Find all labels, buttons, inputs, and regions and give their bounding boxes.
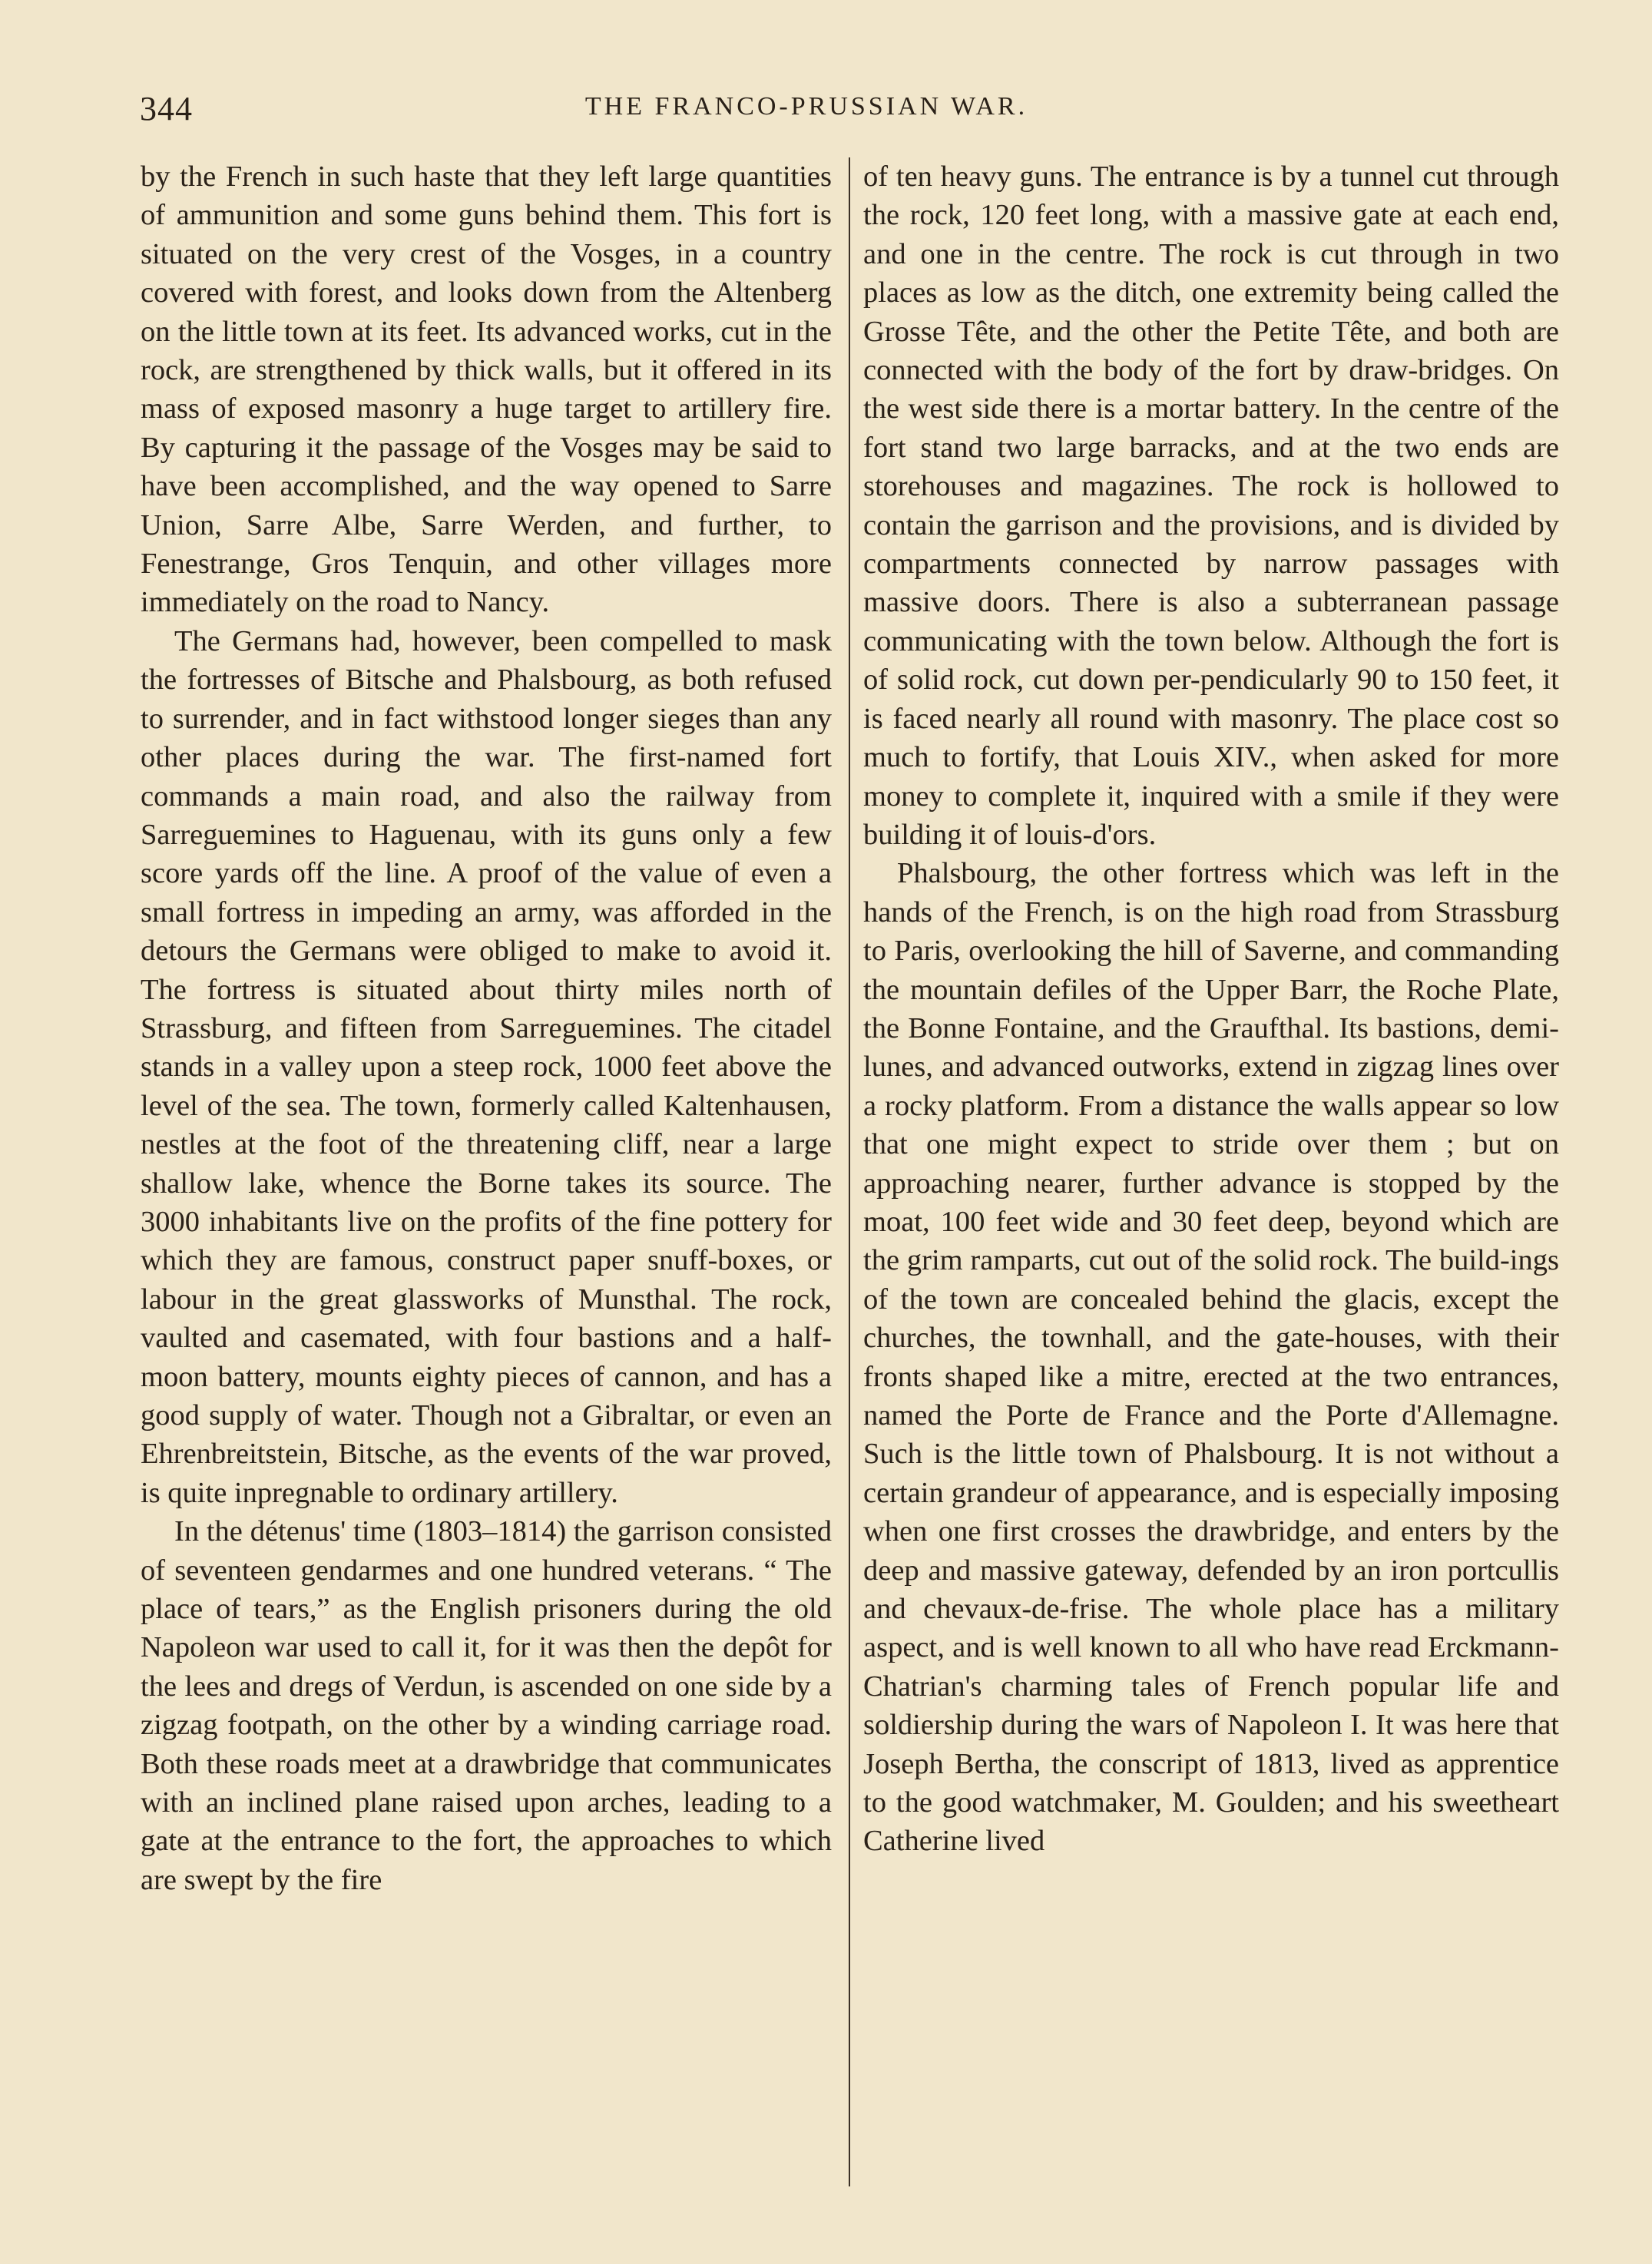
left-paragraph-3: In the détenus' time (1803–1814) the garrison consisted of seventeen gendarmes and one hundred veterans. “ The place of tears,” as the English prisoners during the old Napoleon war used to call it, for it was then the depôt for the lees and dregs of Verdun, is ascended on one side by a zigzag footpath, on the other by a winding carriage road. Both these roads meet at a drawbridge that communicates with an inclined plane raised upon arches, leading to a gate at the entrance to the fort, the approaches to which are swept by the fire	[141, 1515, 832, 1896]
page-number: 344	[140, 90, 193, 127]
left-column	[141, 157, 832, 2223]
left-paragraph-2: The Germans had, however, been compelled to mask the fortresses of Bitsche and Phalsbourg, as both refused to surrender, and in fact withstood longer sieges than any other places during the war. The first-named fort commands a main road, and also the railway from Sarreguemines to Haguenau, with its guns only a few score yards off the line. A proof of the value of even a small fortress in impeding an army, was afforded in the detours the Germans were obliged to make to avoid it. The fortress is situated about thirty miles north of Strassburg, and fifteen from Sarreguemines. The citadel stands in a valley upon a steep rock, 1000 feet above the level of the sea. The town, formerly called Kaltenhausen, nestles at the foot of the threatening cliff, near a large shallow lake, whence the Borne takes its source. The 3000 inhabitants live on the profits of the fine pottery for which they are famous, construct paper snuff-boxes, or labour in the great glassworks of Munsthal. The rock, vaulted and casemated, with four bastions and a half-moon battery, mounts eighty pieces of cannon, and has a good supply of water. Though not a Gibraltar, or even an Ehrenbreitstein, Bitsche, as the events of the war proved, is quite inpregnable to ordinary artillery.	[141, 624, 832, 1509]
column-divider	[849, 157, 850, 2186]
left-paragraph-1: by the French in such haste that they left large quantities of ammunition and some guns behind them. This fort is situated on the very crest of the Vosges, in a country covered with forest, and looks down from the Altenberg on the little town at its feet. Its advanced works, cut in the rock, are strengthened by thick walls, but it offered in its mass of exposed masonry a huge target to artillery fire. By capturing it the passage of the Vosges may be said to have been accomplished, and the way opened to Sarre Union, Sarre Albe, Sarre Werden, and further, to Fenestrange, Gros Tenquin, and other villages more immediately on the road to Nancy.	[141, 161, 832, 619]
right-paragraph-2: Phalsbourg, the other fortress which was left in the hands of the French, is on the high road from Strassburg to Paris, overlooking the hill of Saverne, and commanding the mountain defiles of the Upper Barr, the Roche Plate, the Bonne Fontaine, and the Graufthal. Its bastions, demi-lunes, and advanced outworks, extend in zigzag lines over a rocky platform. From a distance the walls appear so low that one might expect to stride over them ; but on approaching nearer, further advance is stopped by the moat, 100 feet wide and 30 feet deep, beyond which are the grim ramparts, cut out of the solid rock. The build-ings of the town are concealed behind the glacis, except the churches, the townhall, and the gate-houses, with their fronts shaped like a mitre, erected at the two entrances, named the Porte de France and the Porte d'Allemagne. Such is the little town of Phalsbourg. It is not without a certain grandeur of appearance, and is especially imposing when one first crosses the drawbridge, and enters by the deep and massive gateway, defended by an iron portcullis and chevaux-de-frise. The whole place has a military aspect, and is well known to all who have read Erckmann-Chatrian's charming tales of French popular life and soldiership during the wars of Napoleon I. It was here that Joseph Bertha, the conscript of 1813, lived as apprentice to the good watchmaker, M. Goulden; and his sweetheart Catherine lived	[863, 857, 1559, 1858]
right-column	[863, 157, 1559, 2223]
running-title: THE FRANCO-PRUSSIAN WAR.	[584, 92, 1028, 121]
right-paragraph-1: of ten heavy guns. The entrance is by a tunnel cut through the rock, 120 feet long, with a massive gate at each end, and one in the centre. The rock is cut through in two places as low as the ditch, one extremity being called the Grosse Tête, and the other the Petite Tête, and both are connected with the body of the fort by draw-bridges. On the west side there is a mortar battery. In the centre of the fort stand two large barracks, and at the two ends are storehouses and magazines. The rock is hollowed to contain the garrison and the provisions, and is divided by compartments connected by narrow passages with massive doors. There is also a subterranean passage communicating with the town below. Although the fort is of solid rock, cut down per-pendicularly 90 to 150 feet, it is faced nearly all round with masonry. The place cost so much to fortify, that Louis XIV., when asked for more money to complete it, inquired with a smile if they were building it of louis-d'ors.	[863, 161, 1559, 851]
